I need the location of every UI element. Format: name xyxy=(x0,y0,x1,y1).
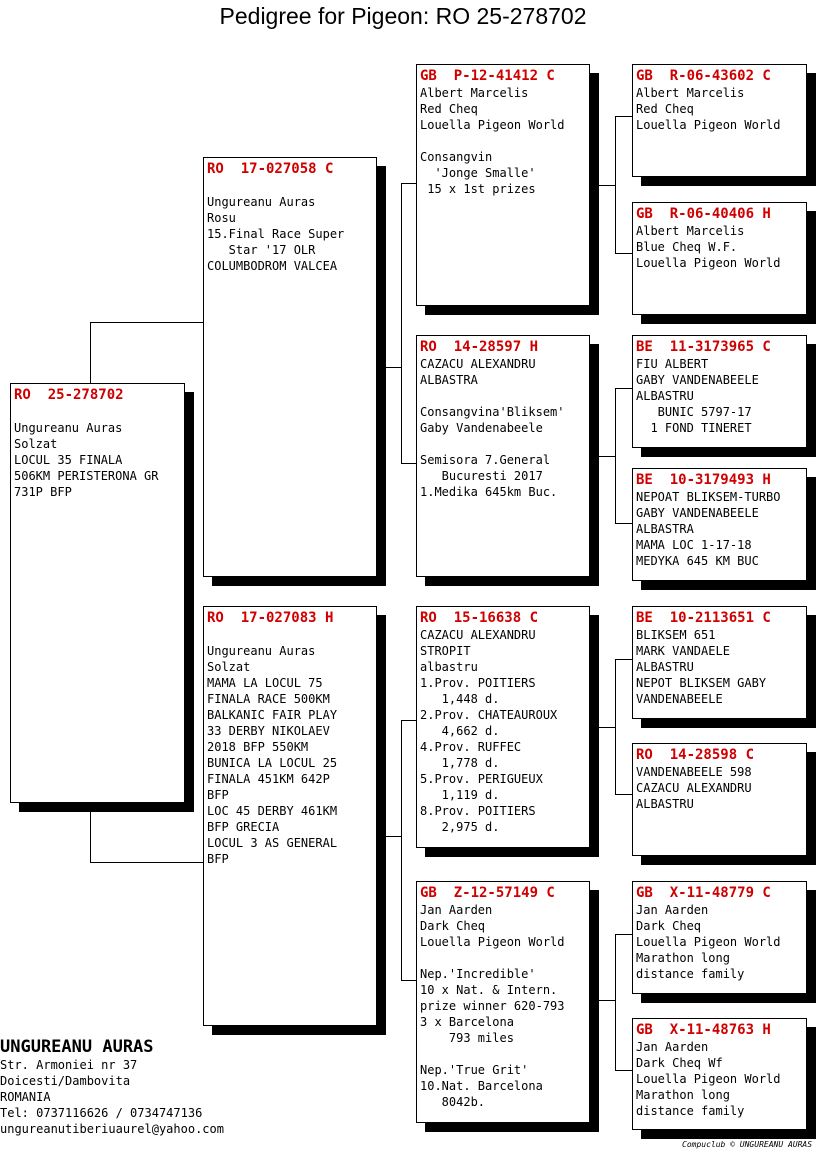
card-line: BLIKSEM 651 xyxy=(636,628,716,642)
card-line: 33 DERBY NIKOLAEV xyxy=(207,724,330,738)
card-line: BALKANIC FAIR PLAY xyxy=(207,708,338,722)
card-line: 4.Prov. RUFFEC xyxy=(420,740,522,754)
card-line: 1.Medika 645km Buc. xyxy=(420,485,558,499)
connector xyxy=(598,727,615,728)
card-line: ALBASTRU xyxy=(636,797,694,811)
connector xyxy=(598,456,615,457)
connector xyxy=(90,862,204,863)
ring-number: RO 17-027083 H xyxy=(207,610,334,626)
connector xyxy=(615,116,616,254)
ring-number: RO 17-027058 C xyxy=(207,161,334,177)
owner-city: Doicesti/Dambovita xyxy=(0,1074,131,1088)
card-line: VANDENABEELE 598 xyxy=(636,765,752,779)
ring-number: RO 15-16638 C xyxy=(420,610,539,626)
card-line: LOCUL 35 FINALA xyxy=(14,453,123,467)
connector xyxy=(401,720,417,721)
card-line: MAMA LA LOCUL 75 xyxy=(207,676,323,690)
pigeon-card-dam[interactable] xyxy=(203,606,377,1026)
connector xyxy=(90,322,91,383)
ring-number: RO 14-28597 H xyxy=(420,339,539,355)
card-line xyxy=(207,627,373,643)
card-line: Nep.'True Grit' xyxy=(420,1063,529,1077)
card-line: 10.Nat. Barcelona xyxy=(420,1079,543,1093)
card-line: Louella Pigeon World xyxy=(636,935,781,949)
card-line: Rosu xyxy=(207,211,236,225)
card-line: GABY VANDENABEELE xyxy=(636,506,759,520)
card-line: Ungureanu Auras xyxy=(207,644,316,658)
card-line: VANDENABEELE xyxy=(636,692,723,706)
pigeon-card-dam-dam-dam[interactable] xyxy=(632,1018,807,1130)
pigeon-card-subject[interactable] xyxy=(10,383,185,803)
pigeon-card-sire-sire-dam[interactable] xyxy=(632,202,807,315)
card-line: CAZACU ALEXANDRU xyxy=(420,357,536,371)
ring-number: GB X-11-48763 H xyxy=(636,1022,771,1038)
card-line: Ungureanu Auras xyxy=(14,421,123,435)
card-line: STROPIT xyxy=(420,644,471,658)
card-line xyxy=(420,1046,586,1062)
card-line: Albert Marcelis xyxy=(636,224,745,238)
card-line: MEDYKA 645 KM BUC xyxy=(636,554,759,568)
pigeon-card-dam-sire-dam[interactable] xyxy=(632,743,807,856)
card-line: albastru xyxy=(420,660,478,674)
card-line: Blue Cheq W.F. xyxy=(636,240,738,254)
card-line: 1,778 d. xyxy=(420,756,500,770)
card-line: COLUMBODROM VALCEA xyxy=(207,259,338,273)
card-line: Solzat xyxy=(207,660,251,674)
owner-info xyxy=(0,1037,224,1137)
ring-number: RO 25-278702 xyxy=(14,387,124,403)
owner-phone: Tel: 0737116626 / 0734747136 xyxy=(0,1106,203,1120)
card-line: Marathon long xyxy=(636,1088,730,1102)
card-line: Jan Aarden xyxy=(420,903,493,917)
card-line xyxy=(420,388,586,404)
card-line: ALBASTRU xyxy=(636,389,694,403)
card-line: Gaby Vandenabeele xyxy=(420,421,543,435)
card-line: Marathon long xyxy=(636,951,730,965)
connector xyxy=(598,185,615,186)
ring-number: GB P-12-41412 C xyxy=(420,68,555,84)
ring-number: BE 10-2113651 C xyxy=(636,610,771,626)
card-line: NEPOAT BLIKSEM-TURBO xyxy=(636,490,781,504)
card-line xyxy=(420,436,586,452)
card-line: 8.Prov. POITIERS xyxy=(420,804,536,818)
card-line: 10 x Nat. & Intern. xyxy=(420,983,558,997)
ring-number: RO 14-28598 C xyxy=(636,747,755,763)
connector xyxy=(90,322,204,323)
card-line: prize winner 620-793 xyxy=(420,999,565,1013)
card-line: distance family xyxy=(636,967,745,981)
card-line: ALBASTRA xyxy=(420,373,478,387)
card-line: CAZACU ALEXANDRU xyxy=(636,781,752,795)
connector xyxy=(385,836,401,837)
card-line: Louella Pigeon World xyxy=(636,118,781,132)
connector xyxy=(615,388,632,389)
pigeon-card-dam-sire-sire[interactable] xyxy=(632,606,807,719)
connector xyxy=(615,934,616,1071)
card-line: FINALA RACE 500KM xyxy=(207,692,330,706)
pigeon-card-sire-sire[interactable] xyxy=(416,64,590,306)
ring-number: GB R-06-43602 C xyxy=(636,68,771,84)
card-line: Ungureanu Auras xyxy=(207,195,316,209)
connector xyxy=(401,463,417,464)
card-line: 793 miles xyxy=(420,1031,514,1045)
card-line: Jan Aarden xyxy=(636,1040,709,1054)
card-line xyxy=(420,133,586,149)
ring-number: GB Z-12-57149 C xyxy=(420,885,555,901)
card-line xyxy=(420,950,586,966)
card-line: 5.Prov. PERIGUEUX xyxy=(420,772,543,786)
connector xyxy=(598,1000,615,1001)
connector xyxy=(615,253,632,254)
card-line: GABY VANDENABEELE xyxy=(636,373,759,387)
card-line: Nep.'Incredible' xyxy=(420,967,536,981)
owner-name: UNGUREANU AURAS xyxy=(0,1037,154,1057)
card-line: Louella Pigeon World xyxy=(636,1072,781,1086)
owner-country: ROMANIA xyxy=(0,1090,51,1104)
card-line: 3 x Barcelona xyxy=(420,1015,514,1029)
pigeon-card-dam-dam-sire[interactable] xyxy=(632,881,807,994)
card-line: Consangvina'Bliksem' xyxy=(420,405,565,419)
connector xyxy=(90,803,91,863)
card-line: BUNICA LA LOCUL 25 xyxy=(207,756,338,770)
card-line: Bucuresti 2017 xyxy=(420,469,543,483)
connector xyxy=(615,659,632,660)
card-line: LOCUL 3 AS GENERAL xyxy=(207,836,338,850)
card-line: 1,448 d. xyxy=(420,692,500,706)
card-line: MARK VANDAELE xyxy=(636,644,730,658)
pigeon-card-sire-sire-sire[interactable] xyxy=(632,64,807,177)
card-line: Star '17 OLR xyxy=(207,243,316,257)
card-line: 2018 BFP 550KM xyxy=(207,740,309,754)
connector xyxy=(615,523,632,524)
card-line: 2,975 d. xyxy=(420,820,500,834)
card-line: CAZACU ALEXANDRU xyxy=(420,628,536,642)
card-line: 4,662 d. xyxy=(420,724,500,738)
card-line: Louella Pigeon World xyxy=(420,935,565,949)
card-line: Consangvin xyxy=(420,150,493,164)
card-line: BUNIC 5797-17 xyxy=(636,405,752,419)
owner-address: Str. Armoniei nr 37 xyxy=(0,1058,138,1072)
pigeon-card-sire-dam[interactable] xyxy=(416,335,590,577)
card-line: 1 FOND TINERET xyxy=(636,421,752,435)
connector xyxy=(401,183,402,464)
card-line: 2.Prov. CHATEAUROUX xyxy=(420,708,558,722)
connector xyxy=(615,116,632,117)
connector xyxy=(401,183,417,184)
card-line: Dark Cheq xyxy=(636,919,702,933)
card-line: 1.Prov. POITIERS xyxy=(420,676,536,690)
card-line xyxy=(14,404,181,420)
card-line: ALBASTRA xyxy=(636,522,694,536)
card-line: MAMA LOC 1-17-18 xyxy=(636,538,752,552)
card-line: BFP GRECIA xyxy=(207,820,280,834)
connector xyxy=(401,980,417,981)
card-line: Dark Cheq xyxy=(420,919,486,933)
card-line: Albert Marcelis xyxy=(420,86,529,100)
card-line: 'Jonge Smalle' xyxy=(420,166,536,180)
card-line: Red Cheq xyxy=(636,102,694,116)
card-line: LOC 45 DERBY 461KM xyxy=(207,804,338,818)
connector xyxy=(615,1070,632,1071)
card-line: 15.Final Race Super xyxy=(207,227,345,241)
card-line: BFP xyxy=(207,788,229,802)
card-line: 1,119 d. xyxy=(420,788,500,802)
owner-email: ungureanutiberiuaurel@yahoo.com xyxy=(0,1122,224,1136)
card-line: ALBASTRU xyxy=(636,660,694,674)
pigeon-card-sire-dam-sire[interactable] xyxy=(632,335,807,448)
card-line: Albert Marcelis xyxy=(636,86,745,100)
pigeon-card-dam-sire[interactable] xyxy=(416,606,590,848)
card-line: 8042b. xyxy=(420,1095,486,1109)
card-line: Solzat xyxy=(14,437,58,451)
ring-number: BE 10-3179493 H xyxy=(636,472,771,488)
card-line: Semisora 7.General xyxy=(420,453,551,467)
card-line: BFP xyxy=(207,852,229,866)
connector xyxy=(615,934,632,935)
pigeon-card-sire[interactable] xyxy=(203,157,377,577)
page-title: Pedigree for Pigeon: RO 25-278702 xyxy=(219,3,587,29)
card-line: Jan Aarden xyxy=(636,903,709,917)
card-line: FIU ALBERT xyxy=(636,357,709,371)
card-line: 506KM PERISTERONA GR xyxy=(14,469,159,483)
card-line: NEPOT BLIKSEM GABY xyxy=(636,676,767,690)
ring-number: BE 11-3173965 C xyxy=(636,339,771,355)
card-line: Louella Pigeon World xyxy=(420,118,565,132)
ring-number: GB R-06-40406 H xyxy=(636,206,771,222)
ring-number: GB X-11-48779 C xyxy=(636,885,771,901)
card-line: Red Cheq xyxy=(420,102,478,116)
card-line: distance family xyxy=(636,1104,745,1118)
card-line xyxy=(207,178,373,194)
pigeon-card-dam-dam[interactable] xyxy=(416,881,590,1123)
card-line: Louella Pigeon World xyxy=(636,256,781,270)
card-line: Dark Cheq Wf xyxy=(636,1056,723,1070)
pigeon-card-sire-dam-dam[interactable] xyxy=(632,468,807,581)
card-line: 15 x 1st prizes xyxy=(420,182,536,196)
connector xyxy=(615,794,632,795)
card-line: 731P BFP xyxy=(14,485,72,499)
connector xyxy=(401,720,402,981)
connector xyxy=(615,388,616,524)
footer-credit: Compuclub © UNGUREANU AURAS xyxy=(682,1140,813,1149)
connector xyxy=(385,367,401,368)
card-line: FINALA 451KM 642P xyxy=(207,772,330,786)
connector xyxy=(615,659,616,795)
